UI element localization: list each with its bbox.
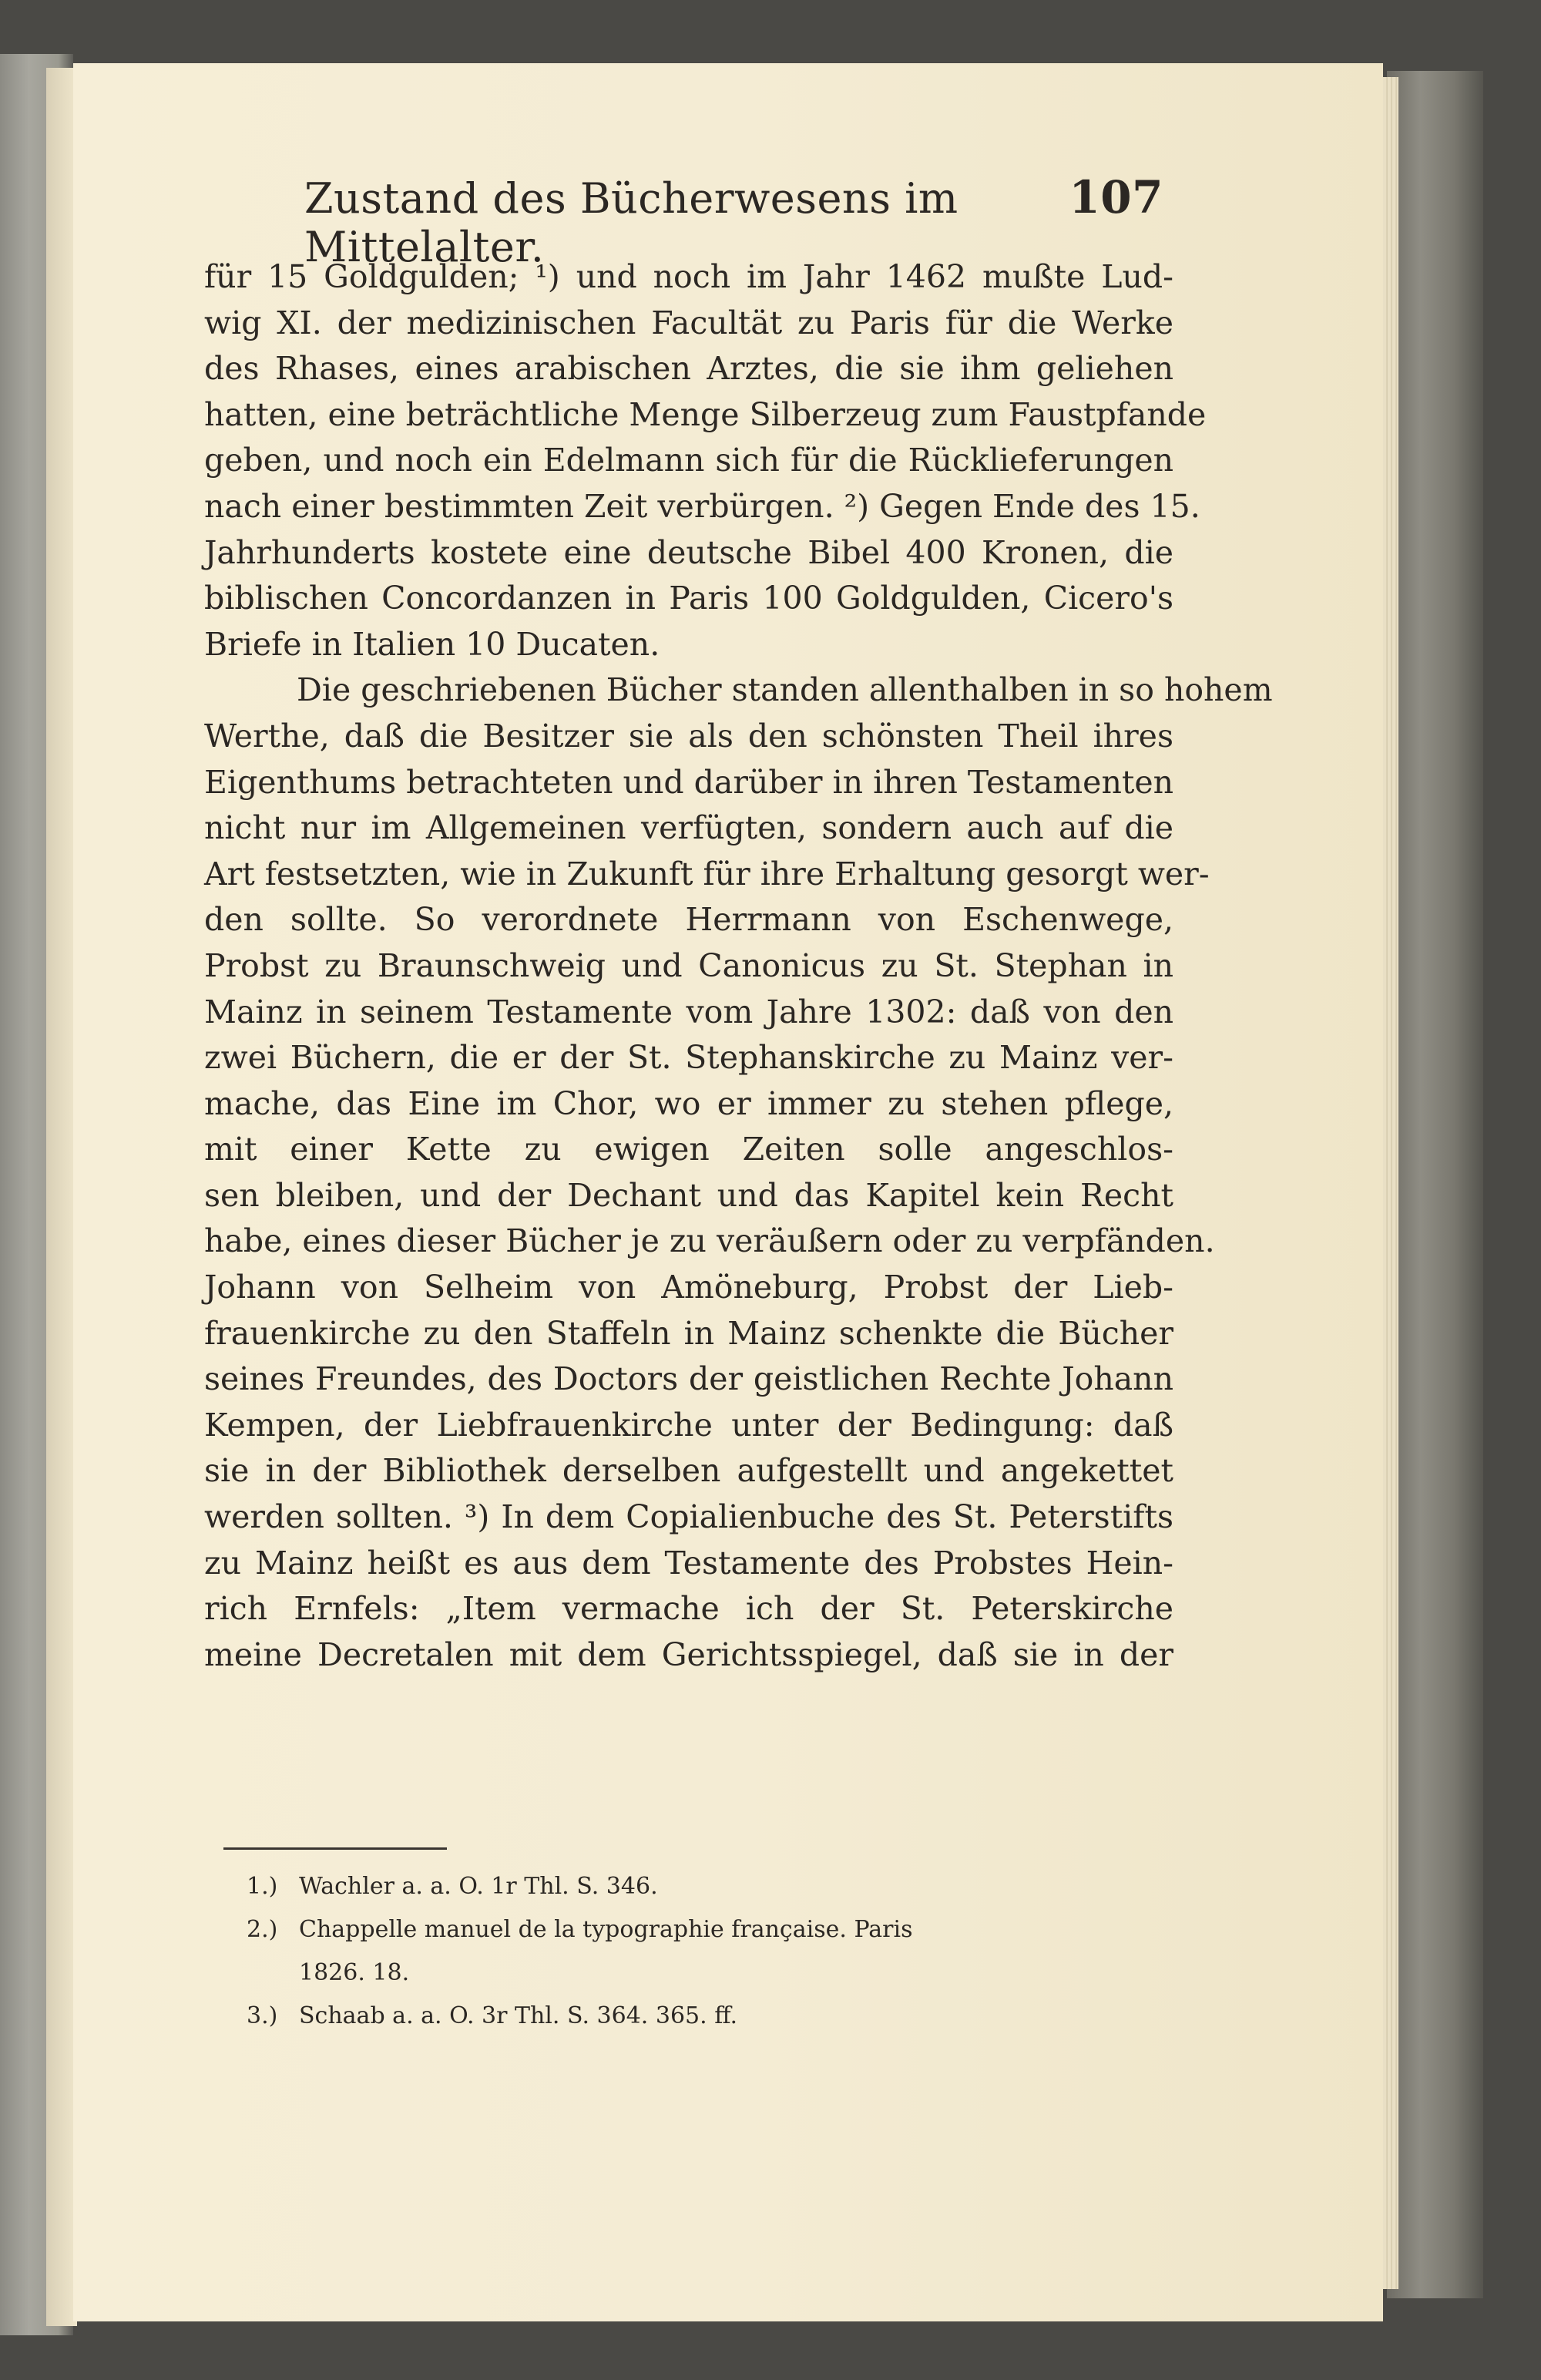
footnote-text: Wachler a. a. O. 1r Thl. S. 346. [299, 1873, 658, 1900]
text-line: Die geschriebenen Bücher standen allenthalben in so hohem [297, 671, 1273, 709]
text-line: Werthe, daß die Besitzer sie als den schönsten Theil ihres [204, 717, 1173, 755]
footnote-mark: 3.) [247, 2002, 278, 2029]
text-line: geben, und noch ein Edelmann sich für die Rücklieferungen [204, 442, 1173, 479]
book-cover-right [1387, 71, 1483, 2298]
text-line: frauenkirche zu den Staffeln in Mainz schenkte die Bücher [204, 1314, 1173, 1352]
text-line: meine Decretalen mit dem Gerichtsspiegel, daß sie in der [204, 1635, 1173, 1673]
text-line: Probst zu Braunschweig und Canonicus zu St. Stephan in [204, 946, 1173, 984]
running-header [304, 171, 1163, 271]
footnotes [247, 1865, 1179, 2038]
text-line: Art festsetzten, wie in Zukunft für ihre Erhaltung gesorgt wer- [204, 855, 1210, 892]
footnote-text: Schaab a. a. O. 3r Thl. S. 364. 365. ff. [299, 2002, 737, 2029]
text-line: Jahrhunderts kostete eine deutsche Bibel 400 Kronen, die [204, 533, 1173, 571]
footnote-item [247, 1995, 1179, 2038]
facing-page-edge [46, 68, 77, 2326]
footnote-mark: 2.) [247, 1916, 278, 1943]
running-title: Zustand des Bücherwesens im Mittelalter. [304, 174, 959, 271]
text-line: des Rhases, eines arabischen Arztes, die sie ihm geliehen [204, 350, 1173, 388]
text-line: wig XI. der medizinischen Facultät zu Paris für die Werke [204, 304, 1173, 341]
text-line: für 15 Goldgulden; ¹) und noch im Jahr 1462 mußte Lud- [204, 258, 1173, 295]
text-line: Eigenthums betrachteten und darüber in ihren Testamenten [204, 763, 1173, 801]
footnote-continuation [247, 1951, 1179, 1995]
text-line: zwei Büchern, die er der St. Stephanskirche zu Mainz ver- [204, 1039, 1173, 1077]
footnote-text: Chappelle manuel de la typographie française. Paris [299, 1916, 913, 1943]
text-line: Mainz in seinem Testamente vom Jahre 1302: daß von den [204, 993, 1173, 1030]
text-line: mit einer Kette zu ewigen Zeiten solle angeschlos- [204, 1131, 1173, 1168]
text-line: Johann von Selheim von Amöneburg, Probst der Lieb- [204, 1269, 1173, 1306]
footnote-item [247, 1865, 1179, 1908]
text-line: den sollte. So verordnete Herrmann von Eschenwege, [204, 901, 1173, 939]
text-line: Kempen, der Liebfrauenkirche unter der Bedingung: daß [204, 1406, 1173, 1444]
text-line: hatten, eine beträchtliche Menge Silberzeug zum Faustpfande [204, 395, 1207, 433]
text-line: werden sollten. ³) In dem Copialienbuche des St. Peterstifts [204, 1498, 1173, 1536]
text-line: nach einer bestimmten Zeit verbürgen. ²) Gegen Ende des 15. [204, 487, 1200, 525]
footnote-divider [223, 1847, 447, 1850]
page-number: 107 [1069, 171, 1163, 224]
main-text [204, 254, 1273, 1678]
footnote-mark: 1.) [247, 1873, 278, 1900]
text-line: zu Mainz heißt es aus dem Testamente des Probstes Hein- [204, 1544, 1173, 1582]
footnote-item [247, 1908, 1179, 1951]
text-line: sen bleiben, und der Dechant und das Kapitel kein Recht [204, 1176, 1173, 1214]
text-line: Briefe in Italien 10 Ducaten. [204, 625, 660, 663]
footnote-text: 1826. 18. [299, 1959, 410, 1986]
text-line: nicht nur im Allgemeinen verfügten, sondern auch auf die [204, 809, 1173, 847]
text-line: sie in der Bibliothek derselben aufgestellt und angekettet [204, 1452, 1173, 1490]
text-line: habe, eines dieser Bücher je zu veräußern oder zu verpfänden. [204, 1222, 1215, 1260]
text-line: mache, das Eine im Chor, wo er immer zu stehen pflege, [204, 1084, 1173, 1122]
text-line: seines Freundes, des Doctors der geistlichen Rechte Johann [204, 1360, 1173, 1398]
text-line: biblischen Concordanzen in Paris 100 Goldgulden, Cicero's [204, 580, 1173, 617]
text-line: rich Ernfels: „Item vermache ich der St. Peterskirche [204, 1590, 1173, 1628]
